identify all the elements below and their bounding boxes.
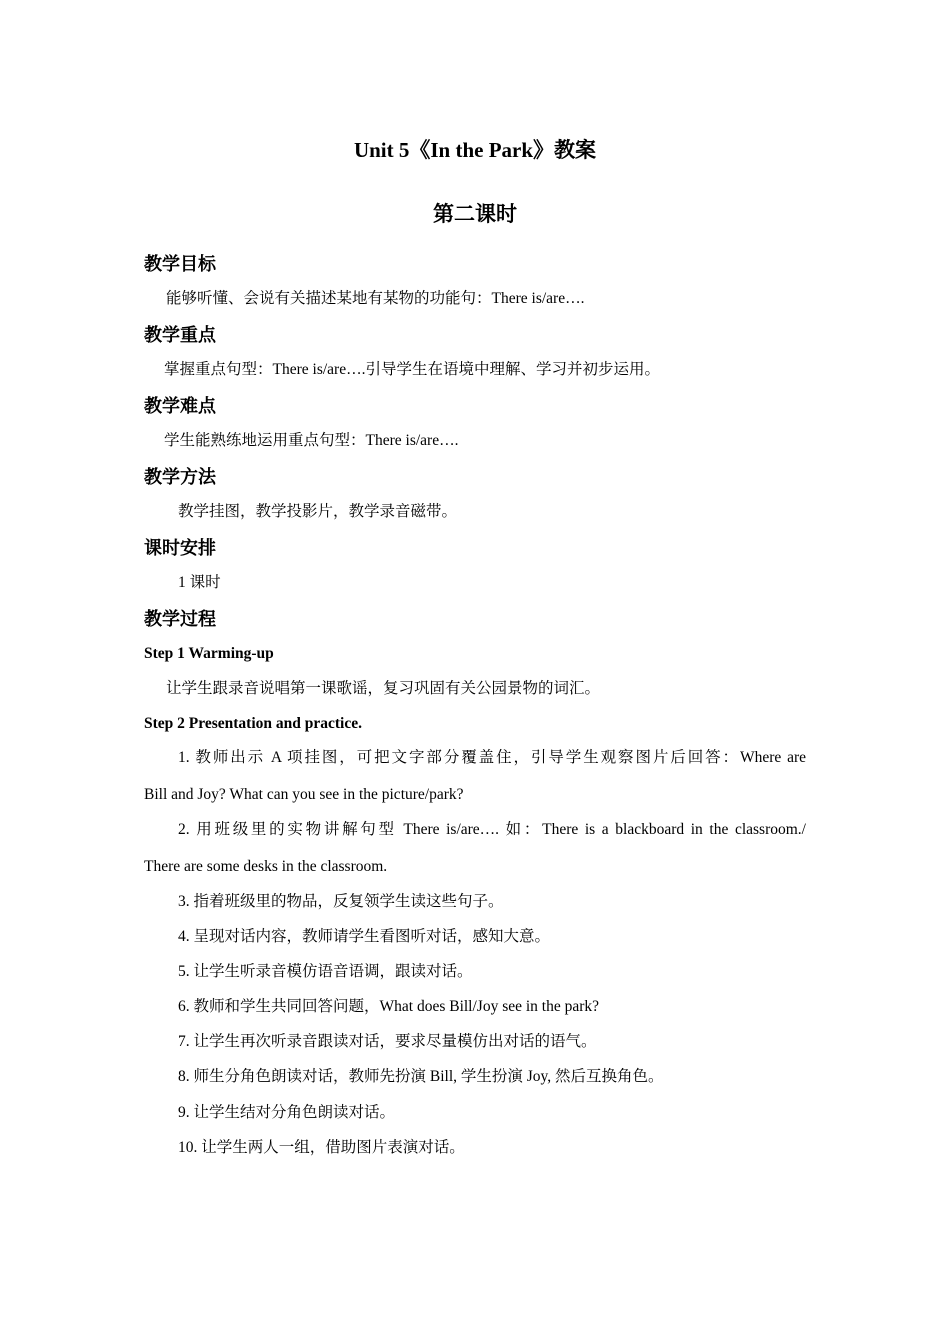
document-subtitle: 第二课时 xyxy=(433,202,517,226)
step1-title: Step 1 Warming-up xyxy=(144,645,274,662)
step2-item-2-line2: There are some desks in the classroom. xyxy=(144,858,388,875)
section-heading-process: 教学过程 xyxy=(144,609,216,629)
section-text-methods: 教学挂图，教学投影片，教学录音磁带。 xyxy=(178,503,458,520)
section-text-objectives: 能够听懂、会说有关描述某地有某物的功能句：There is/are…. xyxy=(166,290,585,307)
section-heading-schedule: 课时安排 xyxy=(144,538,216,558)
step2-item-5: 5. 让学生听录音模仿语音语调，跟读对话。 xyxy=(178,963,473,980)
section-heading-methods: 教学方法 xyxy=(144,467,216,487)
step2-item-4: 4. 呈现对话内容，教师请学生看图听对话，感知大意。 xyxy=(178,928,551,945)
section-text-schedule: 1 课时 xyxy=(178,574,221,591)
step2-item-3: 3. 指着班级里的物品，反复领学生读这些句子。 xyxy=(178,893,504,910)
section-text-key-points: 掌握重点句型：There is/are….引导学生在语境中理解、学习并初步运用。 xyxy=(164,361,660,378)
section-heading-key-points: 教学重点 xyxy=(144,325,216,345)
section-text-difficulties: 学生能熟练地运用重点句型：There is/are…. xyxy=(164,432,459,449)
section-heading-objectives: 教学目标 xyxy=(144,254,216,274)
section-heading-difficulties: 教学难点 xyxy=(144,396,216,416)
step2-item-7: 7. 让学生再次听录音跟读对话，要求尽量模仿出对话的语气。 xyxy=(178,1033,597,1050)
document-title: Unit 5《In the Park》教案 xyxy=(353,138,597,162)
step1-text: 让学生跟录音说唱第一课歌谣，复习巩固有关公园景物的词汇。 xyxy=(166,680,601,697)
step2-item-9: 9. 让学生结对分角色朗读对话。 xyxy=(178,1104,396,1121)
step2-item-8: 8. 师生分角色朗读对话，教师先扮演 Bill, 学生扮演 Joy, 然后互换角色。 xyxy=(178,1068,664,1085)
step2-item-6: 6. 教师和学生共同回答问题，What does Bill/Joy see in the park? xyxy=(178,998,600,1015)
step2-item-2-line1: 2. 用班级里的实物讲解句型 There is/are…. 如：There is a blackboard in the classroom./ xyxy=(178,821,806,838)
step2-item-1-line1: 1. 教师出示 A 项挂图，可把文字部分覆盖住，引导学生观察图片后回答：Where are xyxy=(178,749,806,766)
step2-title: Step 2 Presentation and practice. xyxy=(144,715,362,732)
step2-item-1-line2: Bill and Joy? What can you see in the picture/park? xyxy=(144,786,464,803)
step2-item-10: 10. 让学生两人一组，借助图片表演对话。 xyxy=(178,1139,465,1156)
